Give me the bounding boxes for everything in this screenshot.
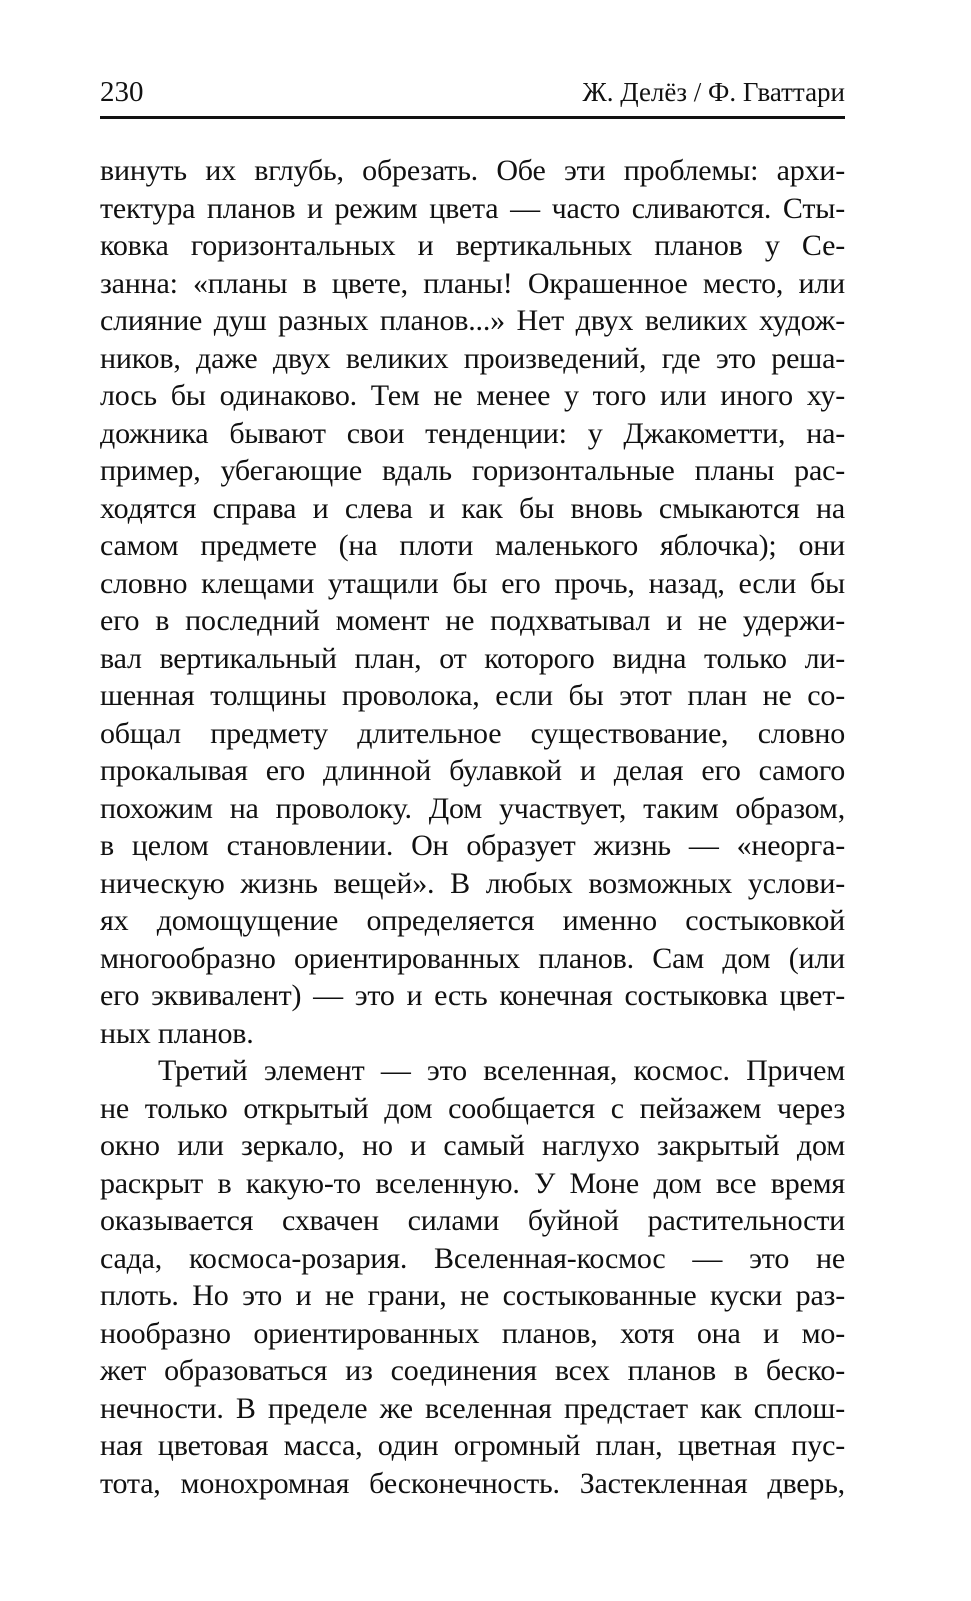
text-line: нообразно ориентированных планов, хотя она и мо- xyxy=(100,1316,845,1350)
text-line: нечности. В пределе же вселенная предстает как сплош- xyxy=(100,1391,845,1425)
text-line: прокалывая его длинной булавкой и делая его самого xyxy=(100,754,845,787)
text-line: слияние душ разных планов...» Нет двух великих худож- xyxy=(100,304,845,337)
text-line: шенная толщины проволока, если бы этот план не со- xyxy=(100,679,845,712)
text-line: вал вертикальный план, от которого видна только ли- xyxy=(100,641,845,675)
text-line: Третий элемент — это вселенная, космос. Причем xyxy=(158,1054,845,1087)
text-line: пример, убегающие вдаль горизонтальные планы рас- xyxy=(100,454,845,487)
text-line: лось бы одинаково. Тем не менее у того или иного ху- xyxy=(100,379,845,412)
paragraph xyxy=(100,1052,845,1502)
page-number: 230 xyxy=(100,76,144,108)
text-line: сада, космоса-розария. Вселенная-космос — это не xyxy=(100,1241,845,1275)
text-line: дожника бывают свои тенденции: у Джакометти, на- xyxy=(100,416,845,450)
text-line: оказывается схвачен силами буйной растительности xyxy=(100,1204,845,1237)
text-line: самом предмете (на плоти маленького яблочка); они xyxy=(100,529,845,562)
text-line: его в последний момент не подхватывал и не удержи- xyxy=(100,604,845,637)
text-line: жет образоваться из соединения всех планов в беско- xyxy=(100,1354,845,1387)
text-line: ников, даже двух великих произведений, где это реша- xyxy=(100,341,845,375)
paragraph xyxy=(100,152,845,1052)
text-line: ях домощущение определяется именно состыковкой xyxy=(100,904,845,937)
text-line: занна: «планы в цвете, планы! Окрашенное место, или xyxy=(100,266,845,300)
text-line: тектура планов и режим цвета — часто сливаются. Сты- xyxy=(100,191,845,225)
text-line: словно клещами утащили бы его прочь, назад, если бы xyxy=(100,566,845,600)
text-line: не только открытый дом сообщается с пейзажем через xyxy=(100,1091,845,1125)
body-text xyxy=(100,152,845,1502)
text-line: раскрыт в какую-то вселенную. У Моне дом все время xyxy=(100,1166,845,1200)
text-line: ковка горизонтальных и вертикальных планов у Се- xyxy=(100,229,845,262)
page-header xyxy=(100,74,845,114)
text-line: плоть. Но это и не грани, не состыкованные куски раз- xyxy=(100,1279,845,1312)
text-line: похожим на проволоку. Дом участвует, таким образом, xyxy=(100,791,845,825)
text-line: тота, монохромная бесконечность. Застекленная дверь, xyxy=(100,1466,845,1500)
book-page xyxy=(100,0,845,1601)
running-head: Ж. Делёз / Ф. Гваттари xyxy=(582,77,845,107)
text-line: многообразно ориентированных планов. Сам дом (или xyxy=(100,941,845,975)
header-rule xyxy=(100,116,845,119)
text-line: общал предмету длительное существование, словно xyxy=(100,716,845,750)
text-line: ная цветовая масса, один огромный план, цветная пус- xyxy=(100,1429,845,1462)
text-line: ходятся справа и слева и как бы вновь смыкаются на xyxy=(100,491,845,525)
text-line: в целом становлении. Он образует жизнь — «неорга- xyxy=(100,829,845,862)
text-line: окно или зеркало, но и самый наглухо закрытый дом xyxy=(100,1129,845,1162)
text-line: ных планов. xyxy=(100,1016,254,1050)
text-line: его эквивалент) — это и есть конечная состыковка цвет- xyxy=(100,979,845,1012)
text-line: винуть их вглубь, обрезать. Обе эти проблемы: архи- xyxy=(100,154,845,187)
text-line: ническую жизнь вещей». В любых возможных услови- xyxy=(100,866,845,900)
